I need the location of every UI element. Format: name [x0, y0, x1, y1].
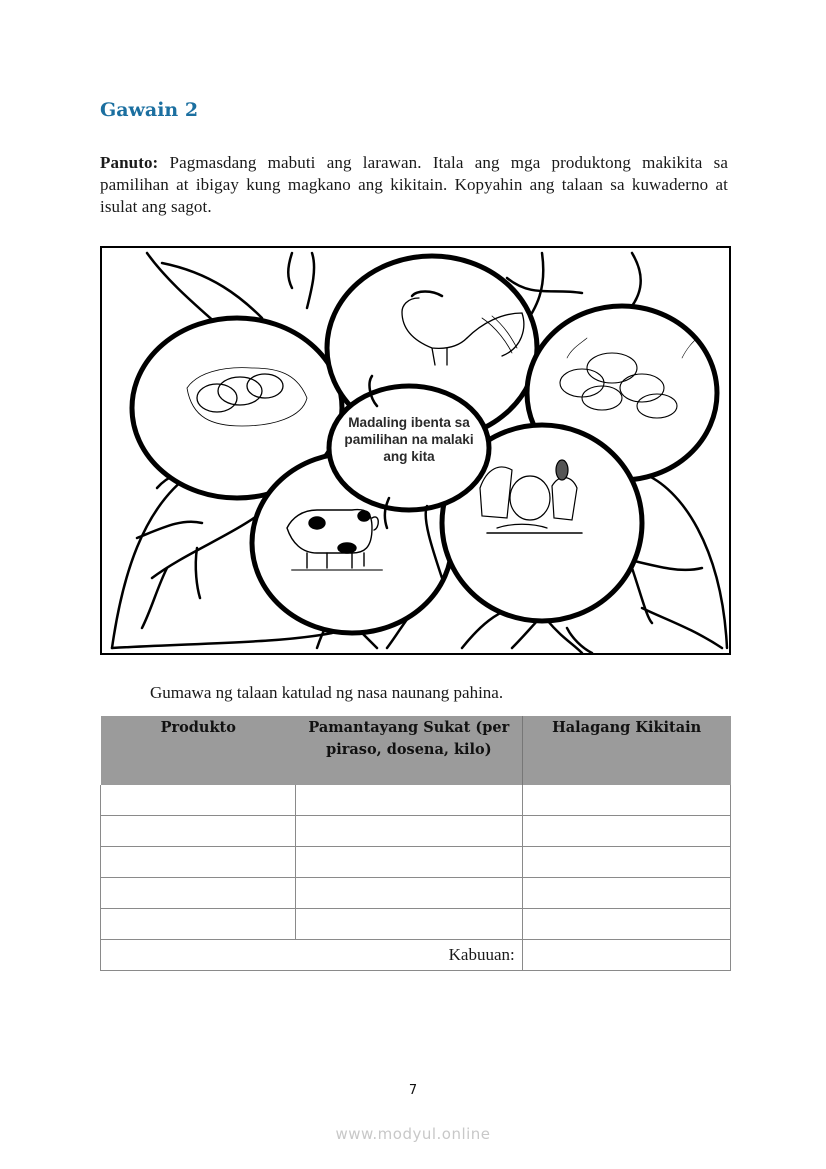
table-row	[101, 909, 731, 940]
cell-produkto[interactable]	[101, 785, 296, 816]
cell-halaga[interactable]	[522, 816, 730, 847]
total-row	[101, 940, 731, 971]
cell-produkto[interactable]	[101, 878, 296, 909]
center-label: Madaling ibenta sa pamilihan na malaki ang kita	[344, 415, 474, 464]
cell-sukat[interactable]	[296, 816, 522, 847]
total-label: Kabuuan:	[101, 940, 523, 971]
table-header-row	[101, 716, 731, 785]
cell-halaga[interactable]	[522, 847, 730, 878]
cell-sukat[interactable]	[296, 878, 522, 909]
flower-diagram-figure	[100, 246, 731, 655]
table-row	[101, 816, 731, 847]
instructions	[100, 152, 728, 218]
header-pamantayang-sukat: Pamantayang Sukat (per piraso, dosena, kilo)	[296, 716, 522, 785]
cell-produkto[interactable]	[101, 816, 296, 847]
cell-produkto[interactable]	[101, 847, 296, 878]
table-row	[101, 878, 731, 909]
watermark: www.modyul.online	[335, 1125, 491, 1143]
total-value-cell[interactable]	[522, 940, 730, 971]
cell-produkto[interactable]	[101, 909, 296, 940]
table-row	[101, 847, 731, 878]
header-produkto: Produkto	[101, 716, 296, 785]
table-row	[101, 785, 731, 816]
table-intro-text: Gumawa ng talaan katulad ng nasa naunang pahina.	[150, 683, 504, 702]
cell-sukat[interactable]	[296, 785, 522, 816]
cell-halaga[interactable]	[522, 878, 730, 909]
cell-halaga[interactable]	[522, 909, 730, 940]
instruction-label: Panuto:	[100, 153, 159, 172]
products-table	[100, 716, 731, 971]
activity-title: Gawain 2	[100, 99, 199, 121]
cell-sukat[interactable]	[296, 909, 522, 940]
cell-halaga[interactable]	[522, 785, 730, 816]
header-halagang-kikitain: Halagang Kikitain	[522, 716, 730, 785]
instruction-text: Pagmasdang mabuti ang larawan. Itala ang mga produktong makikita sa pamilihan at ibigay kung magkano ang kikitain. Kopyahin ang talaan sa kuwaderno at isulat ang sagot.	[100, 153, 728, 216]
cell-sukat[interactable]	[296, 847, 522, 878]
page-number: 7	[408, 1083, 418, 1098]
